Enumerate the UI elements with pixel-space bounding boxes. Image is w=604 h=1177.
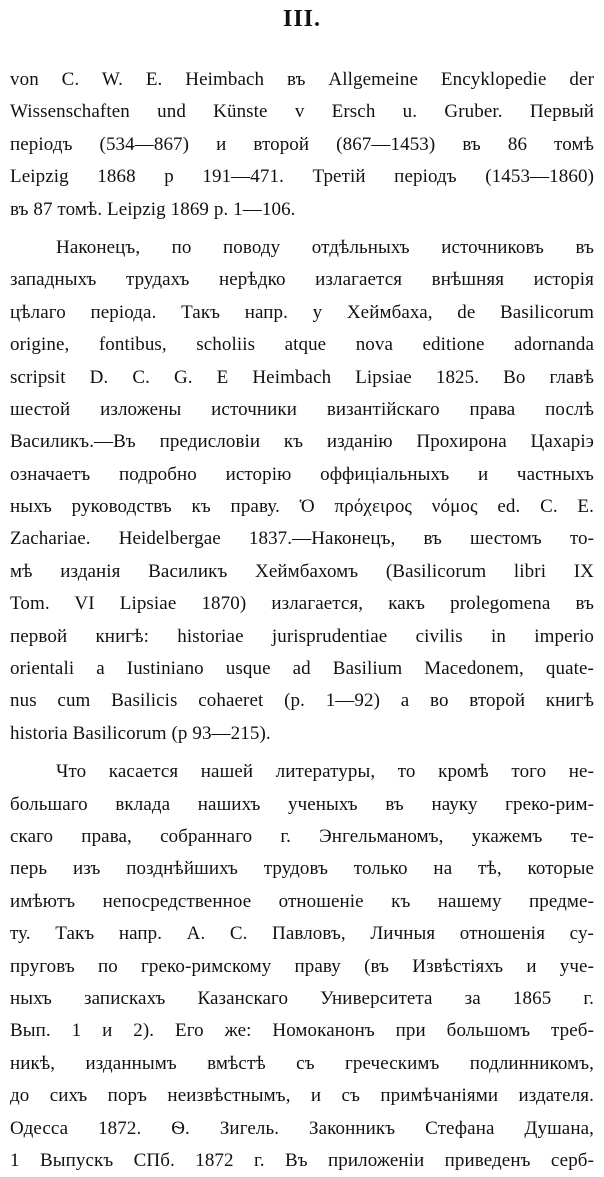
- text-line: origine, fontibus, scholiis atque nova editione adornanda: [10, 334, 594, 356]
- text-line: шестой изложены источники византійскаго права послѣ: [10, 398, 594, 420]
- text-line: ту. Такъ напр. А. С. Павловъ, Личныя отношенія су-: [10, 923, 594, 945]
- text-line: имѣютъ непосредственное отношеніе къ нашему предме-: [10, 890, 594, 912]
- text-line: Что касается нашей литературы, то кромѣ того не-: [56, 761, 594, 783]
- paragraph: [10, 232, 594, 750]
- text-line: пруговъ по греко-римскому праву (въ Извѣстіяхъ и уче-: [10, 955, 594, 977]
- text-line: скаго права, собраннаго г. Энгельманомъ, укажемъ те-: [10, 825, 594, 847]
- text-line: цѣлаго періода. Такъ напр. у Хеймбаха, de Basilicorum: [10, 301, 594, 323]
- text-line: Наконецъ, по поводу отдѣльныхъ источниковъ въ: [56, 236, 594, 258]
- text-line: первой книгѣ: historiae jurisprudentiae civilis in imperio: [10, 625, 594, 647]
- text-line: orientali a Iustiniano usque ad Basilium Macedonem, quate-: [10, 658, 594, 680]
- page-number: III.: [282, 6, 322, 32]
- body-text: [10, 64, 594, 1177]
- text-line: Wissenschaften und Künste v Ersch u. Gruber. Первый: [10, 101, 594, 123]
- text-line: nus cum Basilicis cohaeret (р. 1—92) а во второй книгѣ: [10, 690, 594, 712]
- text-line: 1 Выпускъ СПб. 1872 г. Въ приложеніи приведенъ серб-: [10, 1149, 594, 1171]
- text-line: historia Basilicorum (р 93—215).: [10, 722, 271, 744]
- paragraph: [10, 756, 594, 1177]
- text-line: большаго вклада нашихъ ученыхъ въ науку греко-рим-: [10, 793, 594, 815]
- text-line: ныхъ запискахъ Казанскаго Университета за 1865 г.: [10, 987, 594, 1009]
- text-line: никѣ, изданнымъ вмѣстѣ съ греческимъ подлинникомъ,: [10, 1052, 594, 1074]
- text-line: мѣ изданія Василикъ Хеймбахомъ (Basilicorum libri IX: [10, 560, 594, 582]
- text-line: означаетъ подробно исторію оффиціальныхъ и частныхъ: [10, 463, 594, 485]
- text-line: Leipzig 1868 р 191—471. Третій періодъ (1453—1860): [10, 166, 594, 188]
- text-line: ныхъ руководствъ къ праву. Ὁ πρόχειρος νόμος ed. C. E.: [10, 496, 594, 518]
- text-line: въ 87 томѣ. Leipzig 1869 р. 1—106.: [10, 198, 296, 220]
- text-line: Василикъ.—Въ предисловіи къ изданію Прохирона Цахаріэ: [10, 431, 594, 453]
- text-line: Одесса 1872. Ѳ. Зигель. Законникъ Стефана Душана,: [10, 1117, 594, 1139]
- text-line: до сихъ поръ неизвѣстнымъ, и съ примѣчаніями издателя.: [10, 1085, 594, 1107]
- text-line: Tom. VI Lipsiae 1870) излагается, какъ prolegomena въ: [10, 593, 594, 615]
- text-line: Zachariae. Heidelbergae 1837.—Наконецъ, въ шестомъ то-: [10, 528, 594, 550]
- paragraph: [10, 64, 594, 226]
- text-line: von C. W. E. Heimbach въ Allgemeine Encyklopedie der: [10, 69, 594, 90]
- text-line: Вып. 1 и 2). Его же: Номоканонъ при большомъ треб-: [10, 1020, 594, 1042]
- text-line: перь изъ позднѣйшихъ трудовъ только на тѣ, которые: [10, 858, 594, 880]
- text-line: періодъ (534—867) и второй (867—1453) въ 86 томѣ: [10, 133, 594, 155]
- text-line: scripsit D. C. G. E Heimbach Lipsiae 1825. Во главѣ: [10, 366, 594, 388]
- text-line: западныхъ трудахъ нерѣдко излагается внѣшняя исторія: [10, 269, 594, 291]
